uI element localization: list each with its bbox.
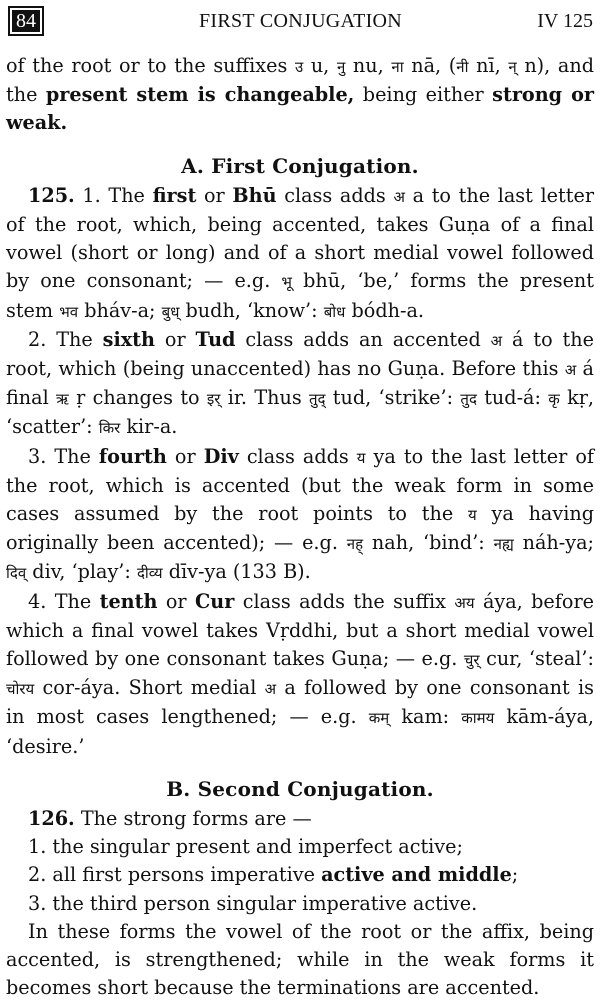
paragraph-126: 126. The strong forms are — [28, 807, 312, 831]
section-heading-second-conjugation: B. Second Conjugation. [166, 776, 434, 801]
paragraph-126-closing: In these forms the vowel of the root or the affix, being accented, is strengthened; while in the weak forms it becomes short because the terminations are accented. [6, 919, 594, 1000]
running-header [8, 6, 593, 36]
list-item-1: 1. the singular present and imperfect active; [28, 835, 463, 859]
section-reference: IV 125 [537, 9, 593, 32]
list-item-3: 3. the third person singular imperative active. [28, 891, 478, 915]
section-heading-first-conjugation: A. First Conjugation. [181, 153, 419, 178]
paragraph-125-2: 2. The sixth or Tud class adds an accented अ á to the root, which (being unaccented) has no Guṇa. Before this अ á final ऋ ṛ changes to इर् ir. Thus तुद् tud, ‘strike’: तुद tud-á: कृ kṛ, ‘scatter’: किर kir-a. [6, 327, 595, 439]
paragraph-125-3: 3. The fourth or Div class adds य ya to the last letter of the root, which is accented (but the weak form in some cases assumed by the root points to the य ya having originally been accented); — e.g. नह् nah, ‘bind’: नह्य náh-ya; दिव् div, ‘play’: दीव्य dīv-ya (133 B). [6, 444, 594, 584]
page-body [6, 52, 594, 1003]
page-number: 84 [8, 6, 44, 36]
list-item-2: 2. all first persons imperative active and middle; [28, 863, 519, 887]
running-title: FIRST CONJUGATION [198, 9, 403, 32]
intro-paragraph: of the root or to the suffixes उ u, नु nu, ना nā, (नी nī, न् n), and the present stem is changeable, being either strong or weak. [6, 54, 595, 135]
paragraph-125-4: 4. The tenth or Cur class adds the suffix अय áya, before which a final vowel takes Vṛddhi, but a short medial vowel followed by one consonant takes Guṇa; — e.g. चुर् cur, ‘steal’: चोरय cor-áya. Short medial अ a followed by one consonant is in most cases lengthened; — e.g. कम् kam: कामय kām-áya, ‘desire.’ [6, 589, 594, 758]
paragraph-125-1: 125. 1. The first or Bhū class adds अ a to the last letter of the root, which, being accented, takes Guṇa of a final vowel (short or long) and of a short medial vowel followed by one consonant; — e.g. भू bhū, ‘be,’ forms the present stem भव bháv-a; बुध् budh, ‘know’: बोध bódh-a. [6, 183, 594, 322]
